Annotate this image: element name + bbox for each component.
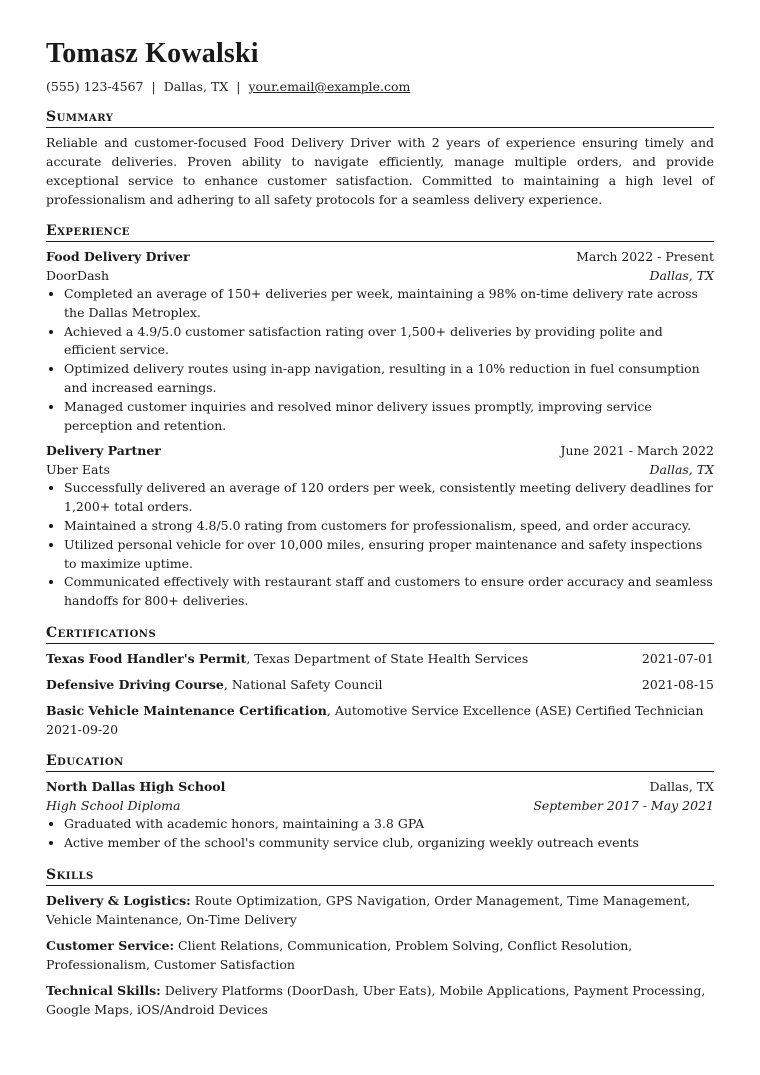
job-location: Dallas, TX bbox=[649, 268, 714, 283]
section-title-experience: Experience bbox=[46, 223, 714, 242]
section-title-education: Education bbox=[46, 753, 714, 772]
certification-date: 2021-08-15 bbox=[641, 676, 714, 692]
email-link[interactable]: your.email@example.com bbox=[248, 79, 411, 94]
job-bullets bbox=[46, 479, 714, 611]
skill-text: Delivery Platforms (DoorDash, Uber Eats), Mobile Applications, Payment Processing, Google Maps, iOS/Android Devices bbox=[46, 982, 706, 1017]
list-item: • Completed an average of 150+ deliveries per week, maintaining a 98% on-time delivery rate across the Dallas Metroplex. bbox=[64, 285, 714, 323]
section-title-skills: Skills bbox=[46, 867, 714, 886]
section-title-summary: Summary bbox=[46, 109, 714, 128]
certification-entry bbox=[46, 649, 714, 668]
skill-label: Customer Service: bbox=[46, 937, 175, 953]
certification-name: Basic Vehicle Maintenance Certification bbox=[46, 702, 327, 718]
certification-name: Defensive Driving Course bbox=[46, 676, 224, 692]
skill-text: Route Optimization, GPS Navigation, Order Management, Time Management, Vehicle Maintenance, On-Time Delivery bbox=[46, 892, 691, 927]
certification-entry bbox=[46, 675, 714, 694]
job-dates: June 2021 - March 2022 bbox=[560, 443, 714, 459]
list-item: • Achieved a 4.9/5.0 customer satisfaction rating over 1,500+ deliveries by providing polite and efficient service. bbox=[64, 323, 714, 361]
job-role: Delivery Partner bbox=[46, 443, 161, 459]
degree: High School Diploma bbox=[46, 797, 181, 813]
candidate-name: Tomasz Kowalski bbox=[46, 38, 259, 69]
list-item: • Managed customer inquiries and resolved minor delivery issues promptly, improving service perception and retention. bbox=[64, 398, 714, 436]
certification-issuer: , National Safety Council bbox=[223, 676, 383, 692]
job-company: DoorDash bbox=[46, 268, 109, 283]
skill-group bbox=[46, 891, 714, 929]
job-entry bbox=[46, 441, 714, 611]
list-item: • Active member of the school's community service club, organizing weekly outreach events bbox=[64, 834, 714, 853]
skill-label: Technical Skills: bbox=[46, 982, 161, 998]
phone-number: (555) 123-4567 bbox=[46, 79, 144, 94]
location: Dallas, TX bbox=[163, 79, 229, 94]
job-company: Uber Eats bbox=[46, 462, 110, 478]
section-title-certifications: Certifications bbox=[46, 625, 714, 644]
job-role: Food Delivery Driver bbox=[46, 249, 190, 264]
job-entry bbox=[46, 247, 714, 435]
certification-date: 2021-07-01 bbox=[641, 650, 714, 666]
certification-issuer: , Texas Department of State Health Services bbox=[246, 650, 529, 666]
job-bullets bbox=[46, 285, 714, 435]
education-dates: September 2017 - May 2021 bbox=[533, 797, 714, 813]
certification-name: Texas Food Handler's Permit bbox=[46, 650, 247, 666]
skill-text: Client Relations, Communication, Problem Solving, Conflict Resolution, Professionalism, Customer Satisfaction bbox=[46, 937, 633, 972]
school-location: Dallas, TX bbox=[649, 778, 714, 794]
contact-line bbox=[46, 79, 714, 95]
skill-group bbox=[46, 981, 714, 1019]
contact-separator: | bbox=[236, 79, 241, 94]
job-location: Dallas, TX bbox=[649, 462, 714, 478]
contact-separator: | bbox=[151, 79, 156, 94]
list-item: • Graduated with academic honors, maintaining a 3.8 GPA bbox=[64, 815, 714, 834]
skill-group bbox=[46, 936, 714, 974]
education-bullets bbox=[46, 815, 714, 853]
list-item: • Maintained a strong 4.8/5.0 rating from customers for professionalism, speed, and order accuracy. bbox=[64, 517, 714, 536]
job-dates: March 2022 - Present bbox=[576, 249, 714, 264]
certification-date: 2021-09-20 bbox=[46, 721, 119, 737]
list-item: • Optimized delivery routes using in-app navigation, resulting in a 10% reduction in fuel consumption and increased earnings. bbox=[64, 360, 714, 398]
list-item: • Communicated effectively with restaurant staff and customers to ensure order accuracy and seamless handoffs for 800+ deliveries. bbox=[64, 573, 714, 611]
school-name: North Dallas High School bbox=[46, 778, 226, 794]
list-item: • Utilized personal vehicle for over 10,000 miles, ensuring proper maintenance and safety inspections to maximize uptime. bbox=[64, 536, 714, 574]
list-item: • Successfully delivered an average of 120 orders per week, consistently meeting delivery deadlines for 1,200+ total orders. bbox=[64, 479, 714, 517]
certification-issuer: , Automotive Service Excellence (ASE) Certified Technician bbox=[326, 702, 704, 718]
summary-text: Reliable and customer-focused Food Delivery Driver with 2 years of experience ensuring timely and accurate deliveries. Proven ability to navigate efficiently, manage multiple orders, and provide exceptional service to enhance customer satisfaction. Committed to maintaining a high level of professionalism and adhering to all safety protocols for a seamless delivery experience. bbox=[46, 135, 714, 207]
certification-entry bbox=[46, 701, 714, 739]
skill-label: Delivery & Logistics: bbox=[46, 892, 191, 908]
